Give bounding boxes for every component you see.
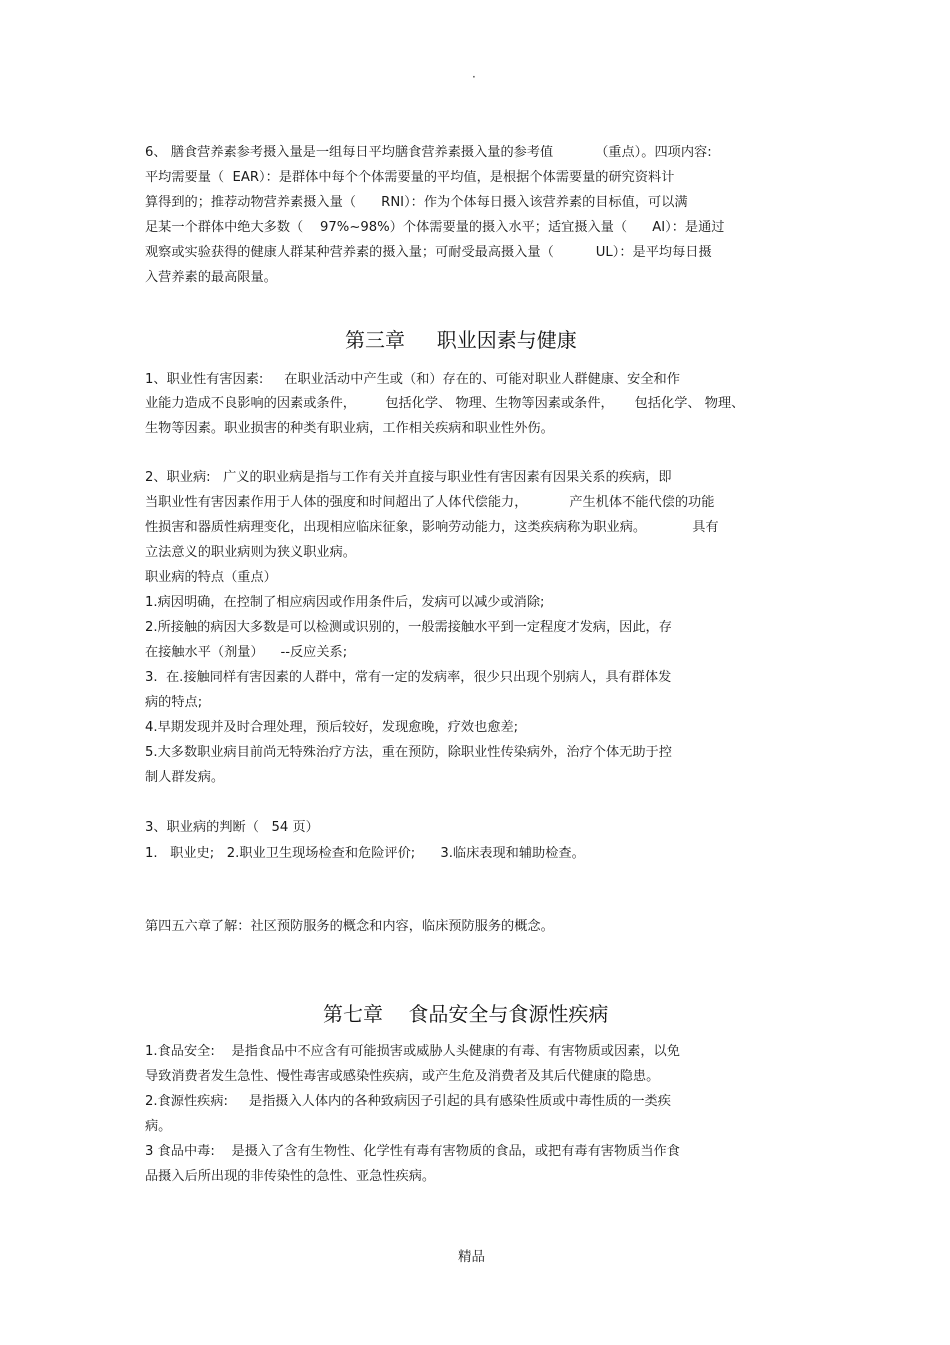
text-line: 性损害和器质性病理变化，出现相应临床征象，影响劳动能力，这类疾病称为职业病。 具有 (145, 520, 719, 535)
text-line: 1. 职业史; 2.职业卫生现场检查和危险评价; 3.临床表现和辅助检查。 (145, 846, 585, 861)
text-line: 6、 膳食营养素参考摄入量是一组每日平均膳食营养素摄入量的参考值 （重点）。四项内容: (145, 145, 712, 160)
text-line: 平均需要量（ EAR）：是群体中每个个体需要量的平均值，是根据个体需要量的研究资料计 (145, 170, 675, 185)
text-line: 算得到的；推荐动物营养素摄入量（ RNI）：作为个体每日摄入该营养素的目标值，可以满 (145, 195, 688, 210)
text-line: 品摄入后所出现的非传染性的急性、亚急性疾病。 (145, 1169, 436, 1184)
text-line: 导致消费者发生急性、慢性毒害或感染性疾病，或产生危及消费者及其后代健康的隐患。 (145, 1069, 660, 1084)
text-line: 1.食品安全: 是指食品中不应含有可能损害或威胁人头健康的有毒、有害物质或因素，以免 (145, 1044, 680, 1059)
list-item: 4.早期发现并及时合理处理，预后较好，发现愈晚，疗效也愈差; (145, 720, 519, 735)
chapter-7-title: 第七章 食品安全与食源性疾病 (323, 1002, 609, 1026)
text-line: 入营养素的最高限量。 (145, 270, 277, 285)
subheading: 职业病的特点（重点） (145, 570, 277, 585)
list-item: 3. 在.接触同样有害因素的人群中，常有一定的发病率，很少只出现个别病人，具有群体发 (145, 670, 672, 685)
list-item: 病的特点; (145, 695, 203, 710)
text-line: 3、职业病的判断（ 54 页） (145, 820, 319, 835)
page-footer: 精品 (458, 1249, 485, 1265)
list-item: 5.大多数职业病目前尚无特殊治疗方法，重在预防，除职业性传染病外，治疗个体无助于控 (145, 745, 672, 760)
text-line: 第四五六章了解：社区预防服务的概念和内容，临床预防服务的概念。 (145, 919, 554, 934)
list-item: 2.所接触的病因大多数是可以检测或识别的，一般需接触水平到一定程度才发病，因此，存 (145, 620, 672, 635)
list-item: 1.病因明确，在控制了相应病因或作用条件后，发病可以减少或消除; (145, 595, 545, 610)
text-line: 2、职业病: 广义的职业病是指与工作有关并直接与职业性有害因素有因果关系的疾病，即 (145, 470, 672, 485)
list-item: 制人群发病。 (145, 770, 225, 785)
text-line: 2.食源性疾病: 是指摄入人体内的各种致病因子引起的具有感染性质或中毒性质的一类疾 (145, 1094, 671, 1109)
chapter-3-title: 第三章 职业因素与健康 (345, 328, 577, 352)
text-line: 生物等因素。职业损害的种类有职业病，工作相关疾病和职业性外伤。 (145, 421, 554, 436)
text-line: 3 食品中毒: 是摄入了含有生物性、化学性有毒有害物质的食品，或把有毒有害物质当作食 (145, 1144, 680, 1159)
text-line: 立法意义的职业病则为狭义职业病。 (145, 545, 356, 560)
text-line: 病。 (145, 1119, 172, 1134)
text-line: 1、职业性有害因素: 在职业活动中产生或（和）存在的、可能对职业人群健康、安全和作 (145, 372, 680, 387)
list-item: 在接触水平（剂量） --反应关系; (145, 645, 348, 660)
text-line: 当职业性有害因素作用于人体的强度和时间超出了人体代偿能力， 产生机体不能代偿的功能 (145, 495, 715, 510)
text-line: 观察或实验获得的健康人群某种营养素的摄入量；可耐受最高摄入量（ UL）：是平均每日摄 (145, 245, 712, 260)
text-line: 足某一个群体中绝大多数（ 97%~98%）个体需要量的摄入水平；适宜摄入量（ AI）：是通过 (145, 220, 725, 235)
text-line: 业能力造成不良影响的因素或条件， 包括化学、 物理、生物等因素或条件， 包括化学、 物理、 (145, 396, 745, 411)
header-mark: · (472, 70, 476, 84)
